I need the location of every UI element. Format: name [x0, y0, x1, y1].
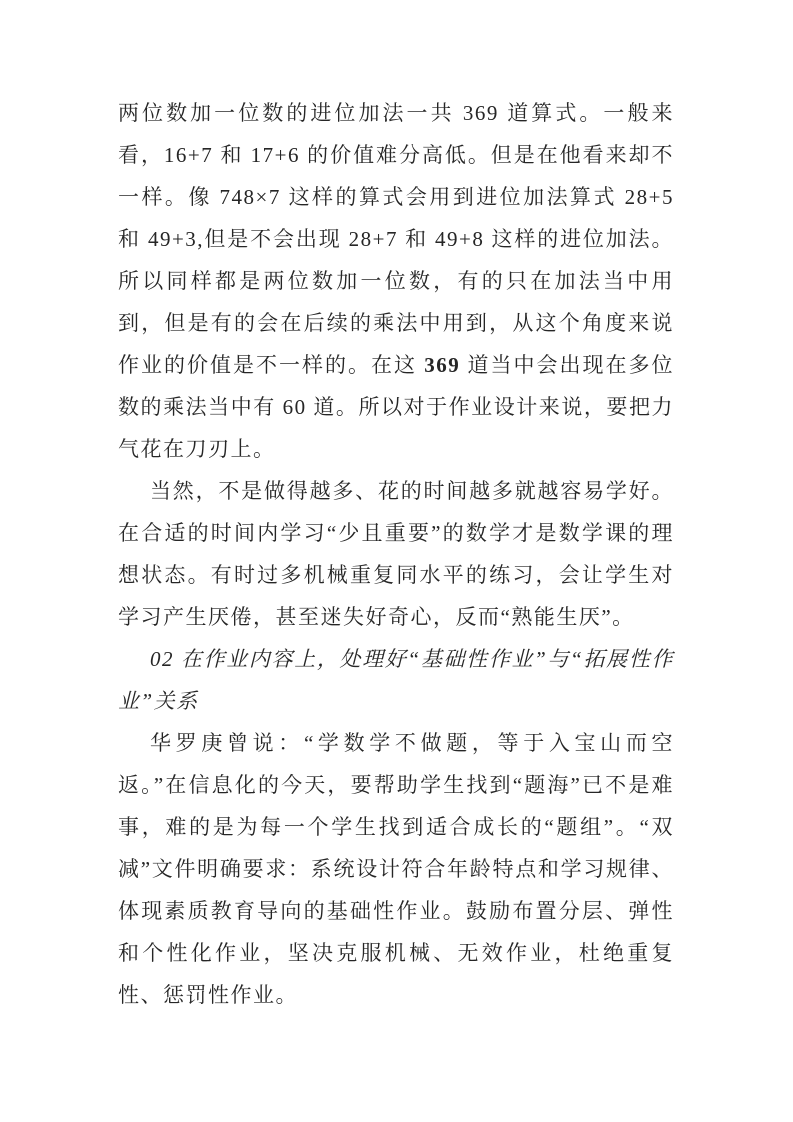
paragraph-text: 华罗庚曾说：“学数学不做题，等于入宝山而空返。”在信息化的今天，要帮助学生找到“题海”已不是难事，难的是为每一个学生找到适合成长的“题组”。“双减”文件明确要求：系统设计符合年龄特点和学习规律、体现素质教育导向的基础性作业。鼓励布置分层、弹性和个性化作业，坚决克服机械、无效作业，杜绝重复性、惩罚性作业。	[118, 731, 674, 1007]
heading-text: 02 在作业内容上，处理好“基础性作业”与“拓展性作业”关系	[118, 647, 674, 713]
paragraph-body-3	[118, 722, 674, 1016]
section-heading-02	[118, 638, 674, 722]
paragraph-text: 当然，不是做得越多、花的时间越多就越容易学好。在合适的时间内学习“少且重要”的数学才是数学课的理想状态。有时过多机械重复同水平的练习，会让学生对学习产生厌倦，甚至迷失好奇心，反而“熟能生厌”。	[118, 479, 674, 629]
paragraph-text: 道当中会出现在多位数的乘法当中有 60 道。所以对于作业设计来说，要把力气花在刀刃上。	[118, 353, 674, 461]
paragraph-text: 两位数加一位数的进位加法一共 369 道算式。一般来看，16+7 和 17+6 的价值难分高低。但是在他看来却不一样。像 748×7 这样的算式会用到进位加法算式 28+5 和 49+3,但是不会出现 28+7 和 49+8 这样的进位加法。所以同样都是两位数加一位数，有的只在加法当中用到，但是有的会在后续的乘法中用到，从这个角度来说作业的价值是不一样的。在这	[118, 101, 674, 377]
document-text-block	[118, 92, 674, 1016]
bold-number-369: 369	[424, 353, 461, 377]
paragraph-body-2	[118, 470, 674, 638]
paragraph-continuation	[118, 92, 674, 470]
